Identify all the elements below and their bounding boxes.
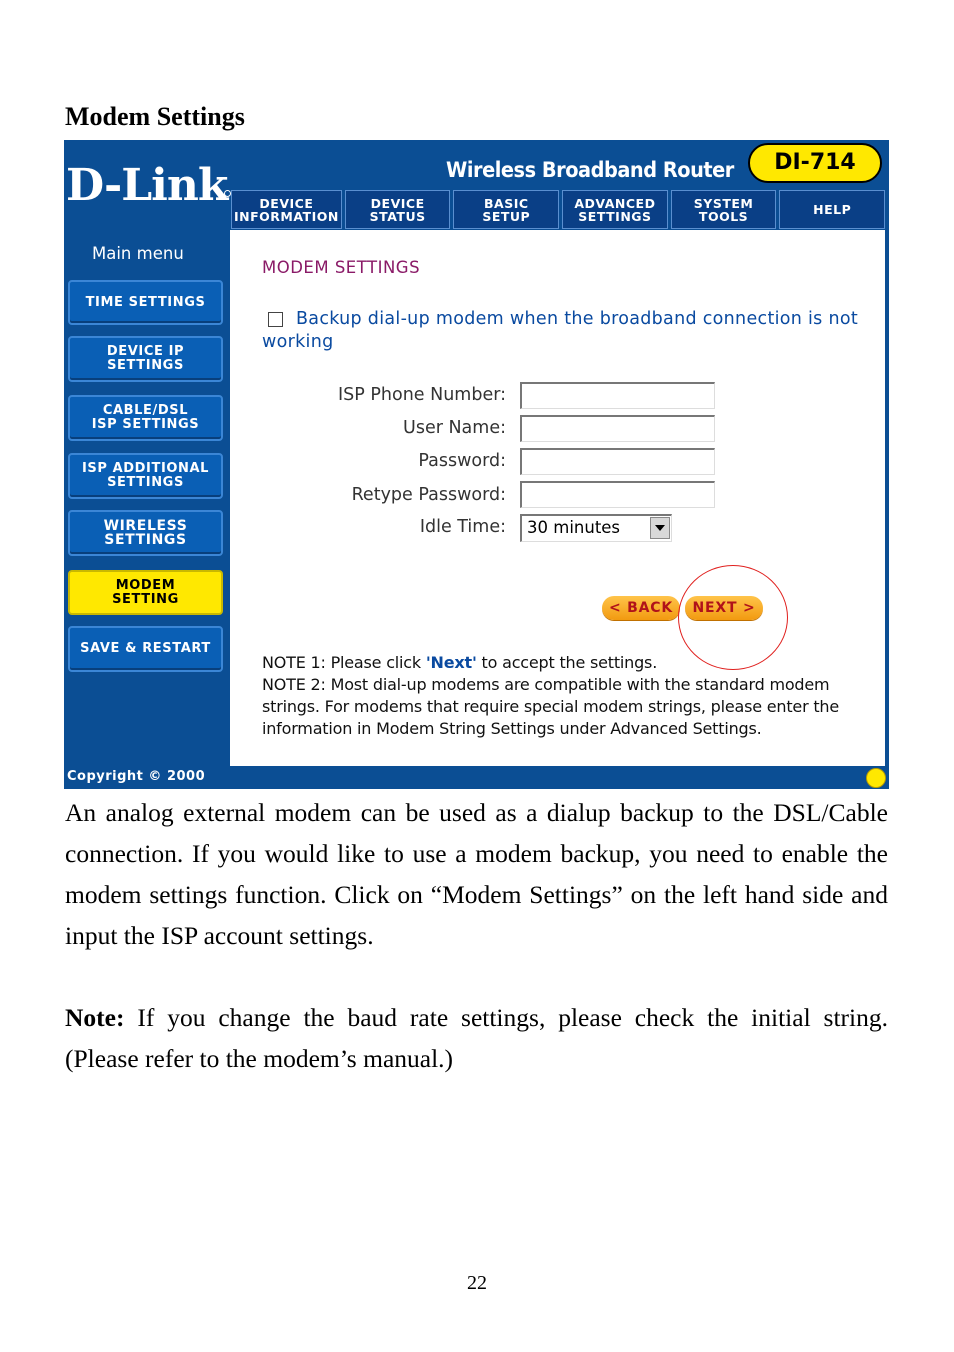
sidebar-title: Main menu bbox=[92, 244, 184, 263]
model-badge: DI-714 bbox=[748, 143, 882, 183]
page-number: 22 bbox=[467, 1272, 487, 1294]
isp-phone-input[interactable] bbox=[520, 382, 715, 409]
note-text: If you change the baud rate settings, please check the initial string. (Please refer to the modem’s manual.) bbox=[65, 1003, 888, 1073]
tab-help[interactable]: HELP bbox=[779, 190, 885, 229]
tab-basic-setup[interactable]: BASIC SETUP bbox=[453, 190, 559, 229]
note-paragraph bbox=[65, 997, 888, 1079]
idle-time-select[interactable] bbox=[520, 514, 672, 542]
registered-mark-icon bbox=[224, 190, 231, 197]
username-input[interactable] bbox=[520, 415, 715, 442]
document-heading: Modem Settings bbox=[65, 102, 245, 131]
sidebar-item-isp-additional-settings[interactable]: ISP ADDITIONAL SETTINGS bbox=[68, 453, 223, 499]
product-title: Wireless Broadband Router bbox=[446, 158, 734, 182]
backup-modem-checkbox[interactable] bbox=[268, 312, 283, 327]
next-button[interactable]: NEXT > bbox=[685, 596, 763, 620]
retype-password-label: Retype Password: bbox=[351, 485, 506, 505]
main-content bbox=[230, 230, 885, 766]
password-input[interactable] bbox=[520, 448, 715, 475]
password-label: Password: bbox=[418, 451, 506, 471]
status-indicator-icon bbox=[866, 768, 886, 788]
sidebar-item-time-settings[interactable]: TIME SETTINGS bbox=[68, 280, 223, 325]
sidebar-item-modem-setting[interactable]: MODEM SETTING bbox=[68, 570, 223, 615]
tab-device-status[interactable]: DEVICE STATUS bbox=[345, 190, 451, 229]
body-paragraph: An analog external modem can be used as a dialup backup to the DSL/Cable connection. If you would like to use a modem backup, you need to enable the modem settings function. Click on “Modem Settings” on the left hand side and input the ISP account settings. bbox=[65, 798, 888, 950]
chevron-down-icon[interactable] bbox=[650, 517, 670, 539]
retype-password-input[interactable] bbox=[520, 481, 715, 508]
copyright: Copyright © 2000 bbox=[67, 769, 206, 784]
idle-time-label: Idle Time: bbox=[419, 517, 506, 537]
router-screenshot bbox=[64, 140, 889, 789]
dlink-logo: D-Link bbox=[66, 160, 228, 211]
next-button-highlight-circle bbox=[678, 565, 788, 670]
isp-phone-label: ISP Phone Number: bbox=[337, 385, 506, 405]
sidebar-item-wireless-settings[interactable]: WIRELESS SETTINGS bbox=[68, 510, 223, 556]
sidebar-item-cable-dsl-isp-settings[interactable]: CABLE/DSL ISP SETTINGS bbox=[68, 395, 223, 441]
tab-device-information[interactable]: DEVICE INFORMATION bbox=[231, 190, 342, 229]
section-title: MODEM SETTINGS bbox=[262, 258, 421, 277]
tab-advanced-settings[interactable]: ADVANCED SETTINGS bbox=[562, 190, 668, 229]
note-label: Note: bbox=[65, 1003, 125, 1032]
note-1: NOTE 1: Please click 'Next' to accept the settings. bbox=[262, 653, 658, 672]
username-label: User Name: bbox=[403, 418, 506, 438]
idle-time-value: 30 minutes bbox=[527, 518, 621, 537]
back-button[interactable]: < BACK bbox=[602, 596, 680, 620]
note-2: NOTE 2: Most dial-up modems are compatible with the standard modem strings. For modems that require special modem strings, please enter the information in Modem String Settings under Advanced Settings. bbox=[262, 675, 839, 738]
top-nav bbox=[231, 190, 885, 229]
sidebar-item-device-ip-settings[interactable]: DEVICE IP SETTINGS bbox=[68, 336, 223, 382]
tab-system-tools[interactable]: SYSTEM TOOLS bbox=[671, 190, 777, 229]
sidebar-item-save-restart[interactable]: SAVE & RESTART bbox=[68, 626, 223, 672]
backup-checkbox-label: Backup dial-up modem when the broadband connection is not working bbox=[262, 309, 859, 352]
